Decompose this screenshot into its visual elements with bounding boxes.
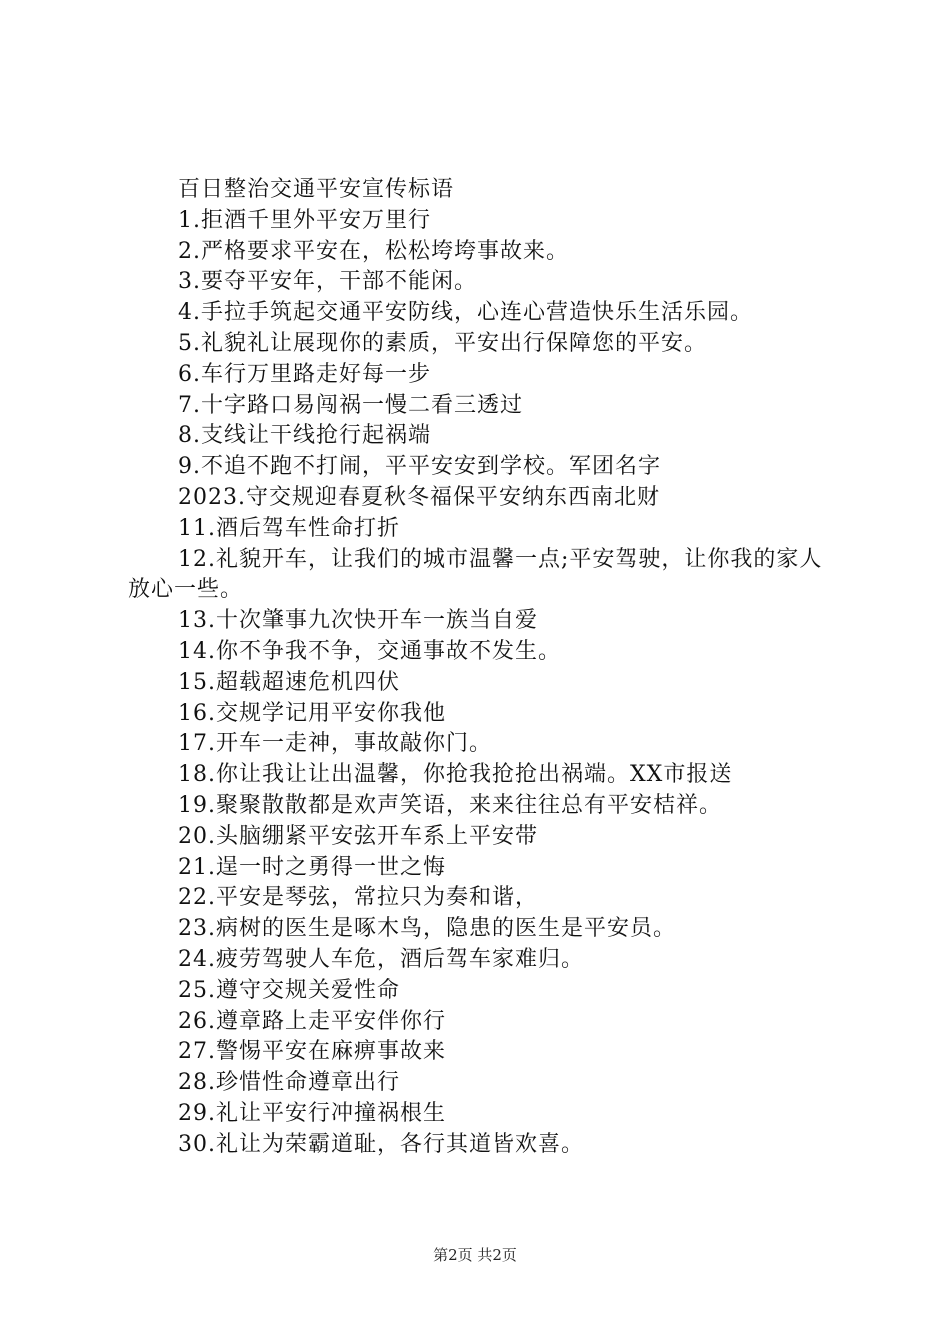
list-item: 16.交规学记用平安你我他 xyxy=(178,700,446,726)
list-item: 11.酒后驾车性命打折 xyxy=(178,515,400,541)
list-item: 20.头脑绷紧平安弦开车系上平安带 xyxy=(178,823,538,849)
list-item: 9.不追不跑不打闹，平平安安到学校。军团名字 xyxy=(178,454,661,480)
page-number: 第2页 共2页 xyxy=(433,1246,517,1264)
list-item: 25.遵守交规关爱性命 xyxy=(178,977,400,1003)
list-item: 13.十次肇事九次快开车一族当自爱 xyxy=(178,608,538,634)
list-item: 21.逞一时之勇得一世之悔 xyxy=(178,854,446,880)
list-item: 5.礼貌礼让展现你的素质，平安出行保障您的平安。 xyxy=(178,330,707,356)
list-item: 1.拒酒千里外平安万里行 xyxy=(178,207,431,233)
list-item: 22.平安是琴弦，常拉只为奏和谐， xyxy=(178,885,538,911)
slogan-list xyxy=(128,206,840,1161)
list-item: 30.礼让为荣霸道耻，各行其道皆欢喜。 xyxy=(178,1131,584,1157)
list-item: 12.礼貌开车，让我们的城市温馨一点;平安驾驶，让你我的家人放心一些。 xyxy=(128,546,823,603)
list-item: 28.珍惜性命遵章出行 xyxy=(178,1070,400,1096)
list-item: 24.疲劳驾驶人车危，酒后驾车家难归。 xyxy=(178,946,584,972)
list-item: 19.聚聚散散都是欢声笑语，来来往往总有平安桔祥。 xyxy=(178,792,722,818)
list-item: 8.支线让干线抢行起祸端 xyxy=(178,423,431,449)
list-item: 2023.守交规迎春夏秋冬福保平安纳东西南北财 xyxy=(178,484,660,510)
list-item: 2.严格要求平安在，松松垮垮事故来。 xyxy=(178,238,569,264)
document-body xyxy=(128,175,840,1161)
list-item: 18.你让我让让出温馨，你抢我抢抢出祸端。XX市报送 xyxy=(178,762,733,788)
list-item: 17.开车一走神，事故敲你门。 xyxy=(178,731,492,757)
list-item: 6.车行万里路走好每一步 xyxy=(178,361,431,387)
list-item: 3.要夺平安年，干部不能闲。 xyxy=(178,269,477,295)
list-item: 15.超载超速危机四伏 xyxy=(178,669,400,695)
list-item: 4.手拉手筑起交通平安防线，心连心营造快乐生活乐园。 xyxy=(178,300,753,326)
document-title: 百日整治交通平安宣传标语 xyxy=(178,177,455,202)
page-footer xyxy=(0,1244,950,1265)
list-item: 14.你不争我不争，交通事故不发生。 xyxy=(178,638,561,664)
list-item: 23.病树的医生是啄木鸟，隐患的医生是平安员。 xyxy=(178,916,676,942)
list-item: 7.十字路口易闯祸一慢二看三透过 xyxy=(178,392,523,418)
list-item: 27.警惕平安在麻痹事故来 xyxy=(178,1039,446,1065)
list-item: 29.礼让平安行冲撞祸根生 xyxy=(178,1100,446,1126)
list-item: 26.遵章路上走平安伴你行 xyxy=(178,1008,446,1034)
